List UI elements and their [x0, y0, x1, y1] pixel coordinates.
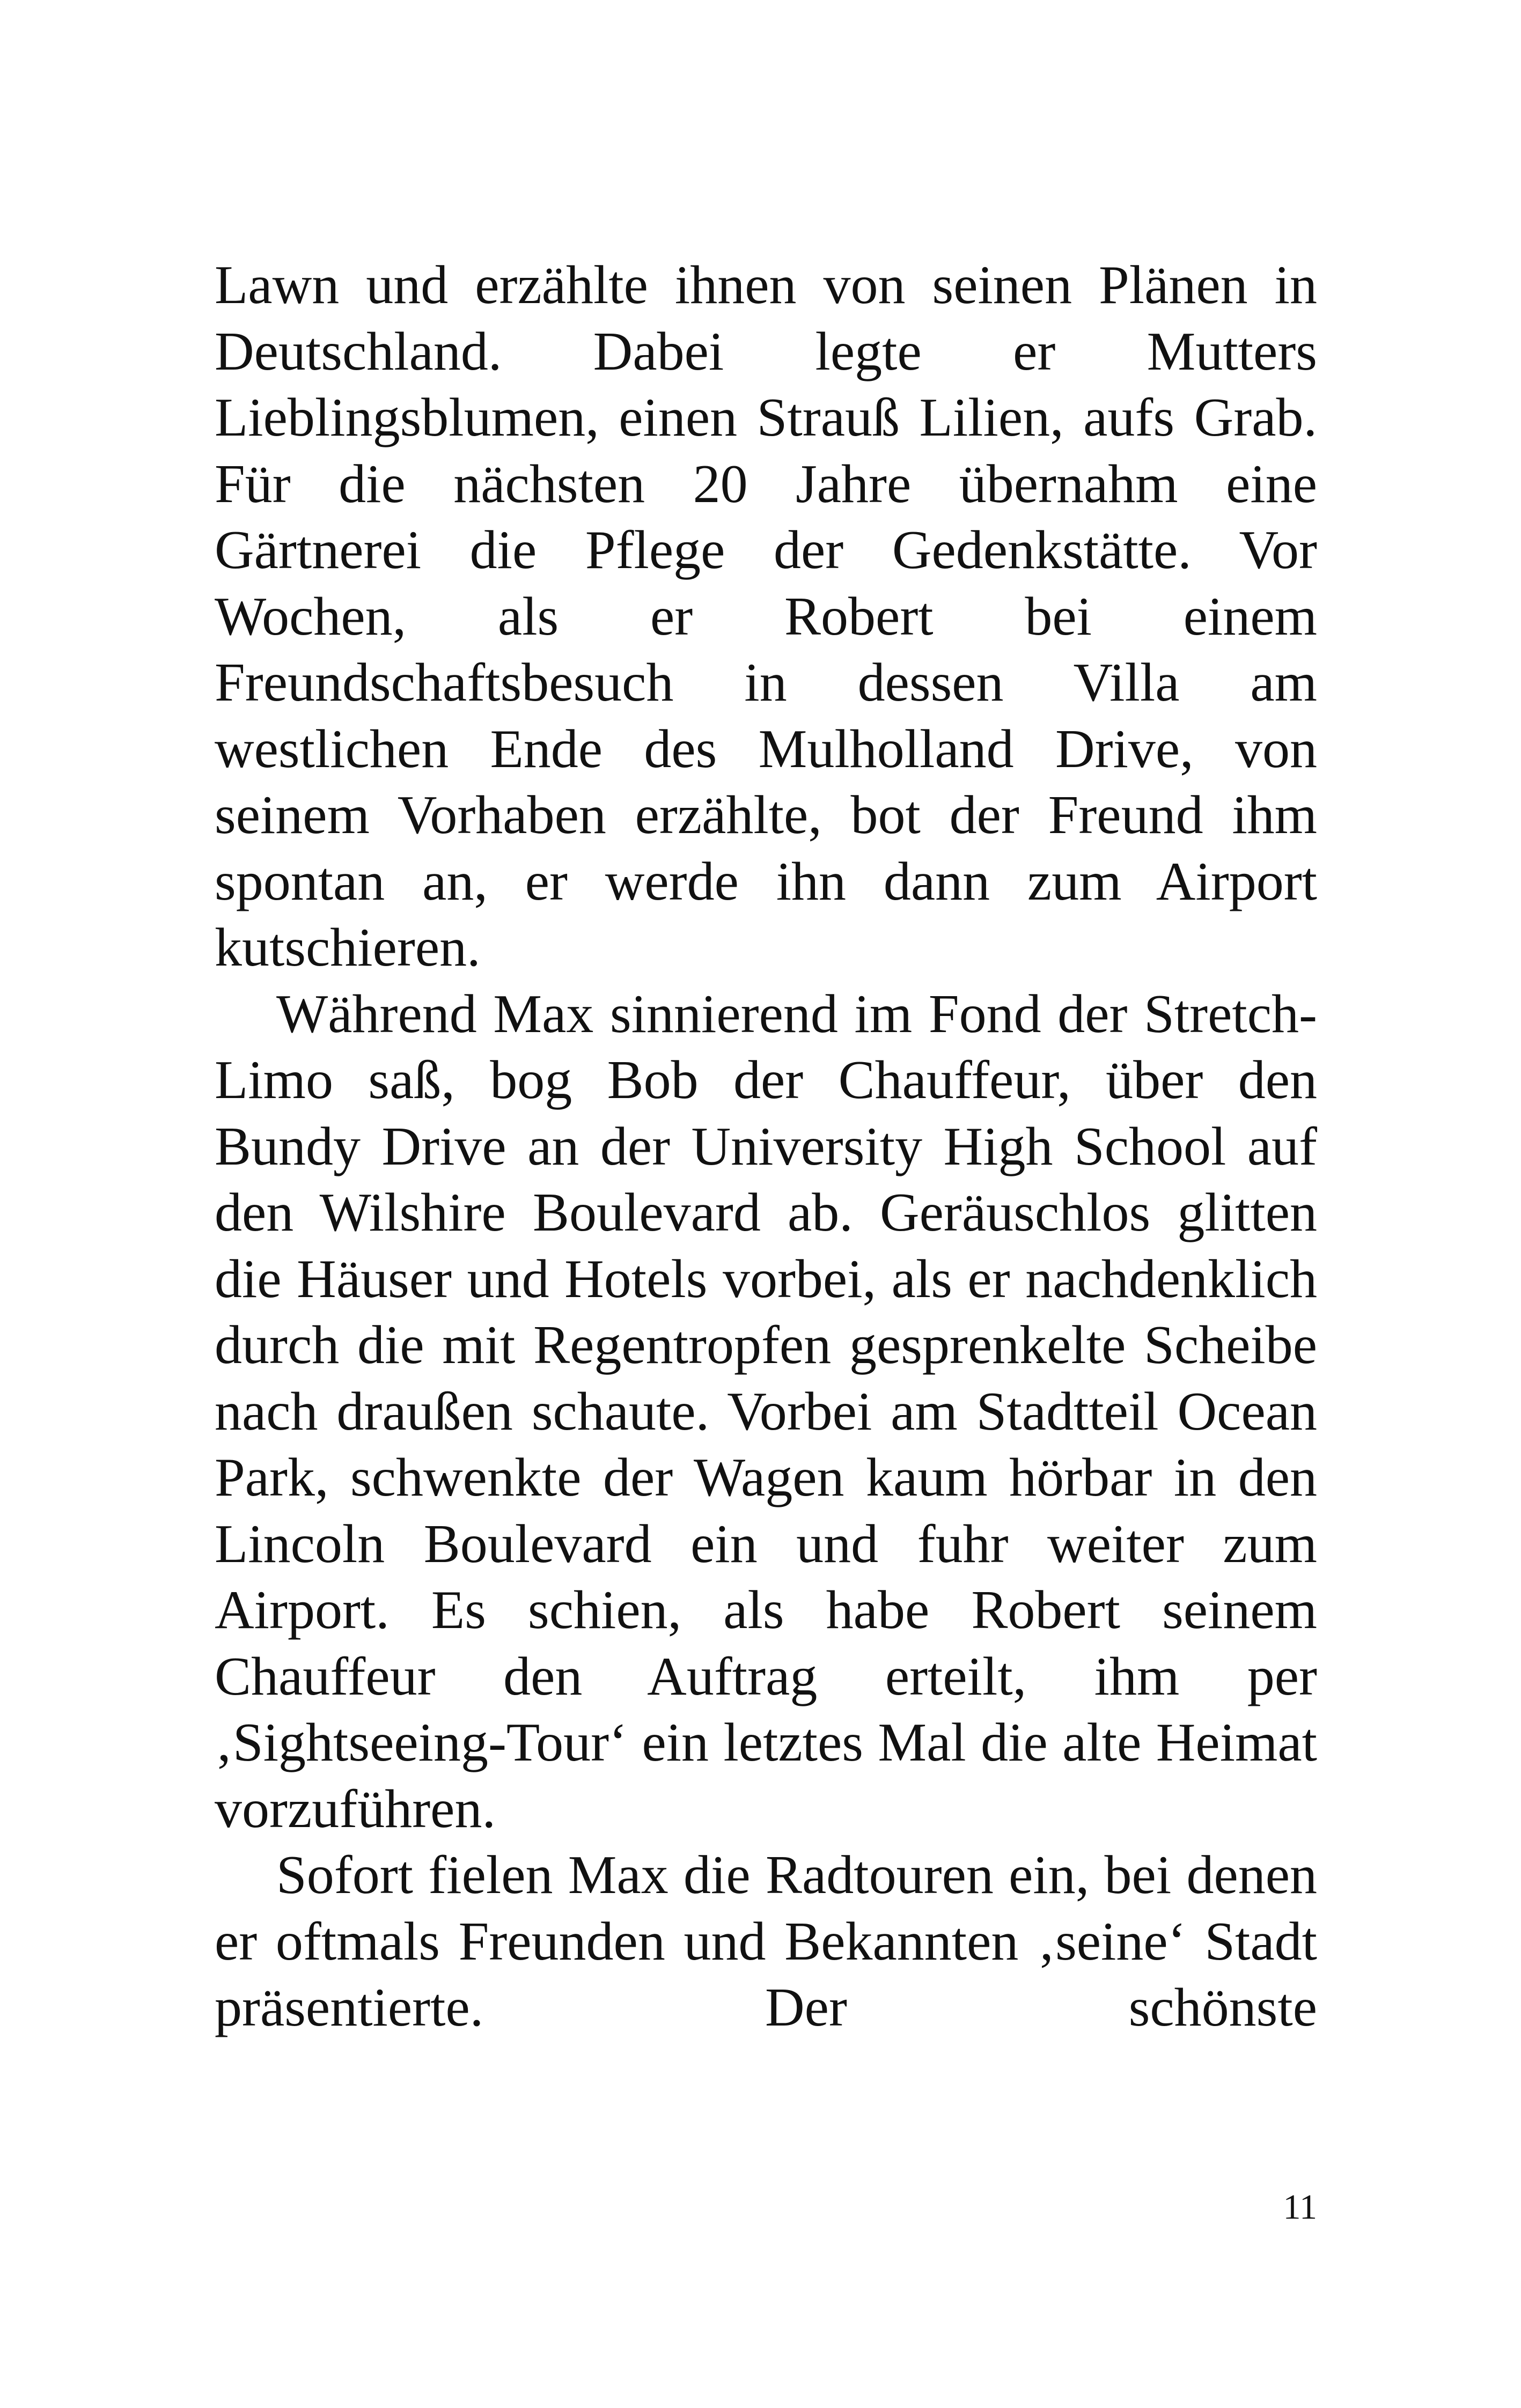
- body-text: [215, 252, 1317, 2041]
- paragraph-2: Während Max sinnierend im Fond der Stretch-Limo saß, bog Bob der Chauffeur, über den Bundy Drive an der University High School auf den Wilshire Boulevard ab. Geräuschlos glitten die Häuser und Hotels vorbei, als er nachdenklich durch die mit Regentropfen gesprenkelte Scheibe nach draußen schaute. Vorbei am Stadtteil Ocean Park, schwenkte der Wagen kaum hörbar in den Lincoln Boulevard ein und fuhr weiter zum Airport. Es schien, als habe Robert seinem Chauffeur den Auftrag erteilt, ihm per ‚Sightseeing-Tour‘ ein letztes Mal die alte Heimat vorzuführen.: [215, 983, 1317, 1839]
- page-number: 11: [1283, 2188, 1317, 2227]
- paragraph-1: Lawn und erzählte ihnen von seinen Plänen in Deutschland. Dabei legte er Mutters Lieblingsblumen, einen Strauß Lilien, aufs Grab. Für die nächsten 20 Jahre übernahm eine Gärtnerei die Pflege der Gedenkstätte. Vor Wochen, als er Robert bei einem Freundschaftsbesuch in dessen Villa am westlichen Ende des Mulholland Drive, von seinem Vorhaben erzählte, bot der Freund ihm spontan an, er werde ihn dann zum Airport kutschieren.: [215, 255, 1317, 978]
- paragraph-3: Sofort fielen Max die Radtouren ein, bei denen er oftmals Freunden und Bekannten ‚seine‘ Stadt präsentierte. Der schönste: [215, 1845, 1317, 2038]
